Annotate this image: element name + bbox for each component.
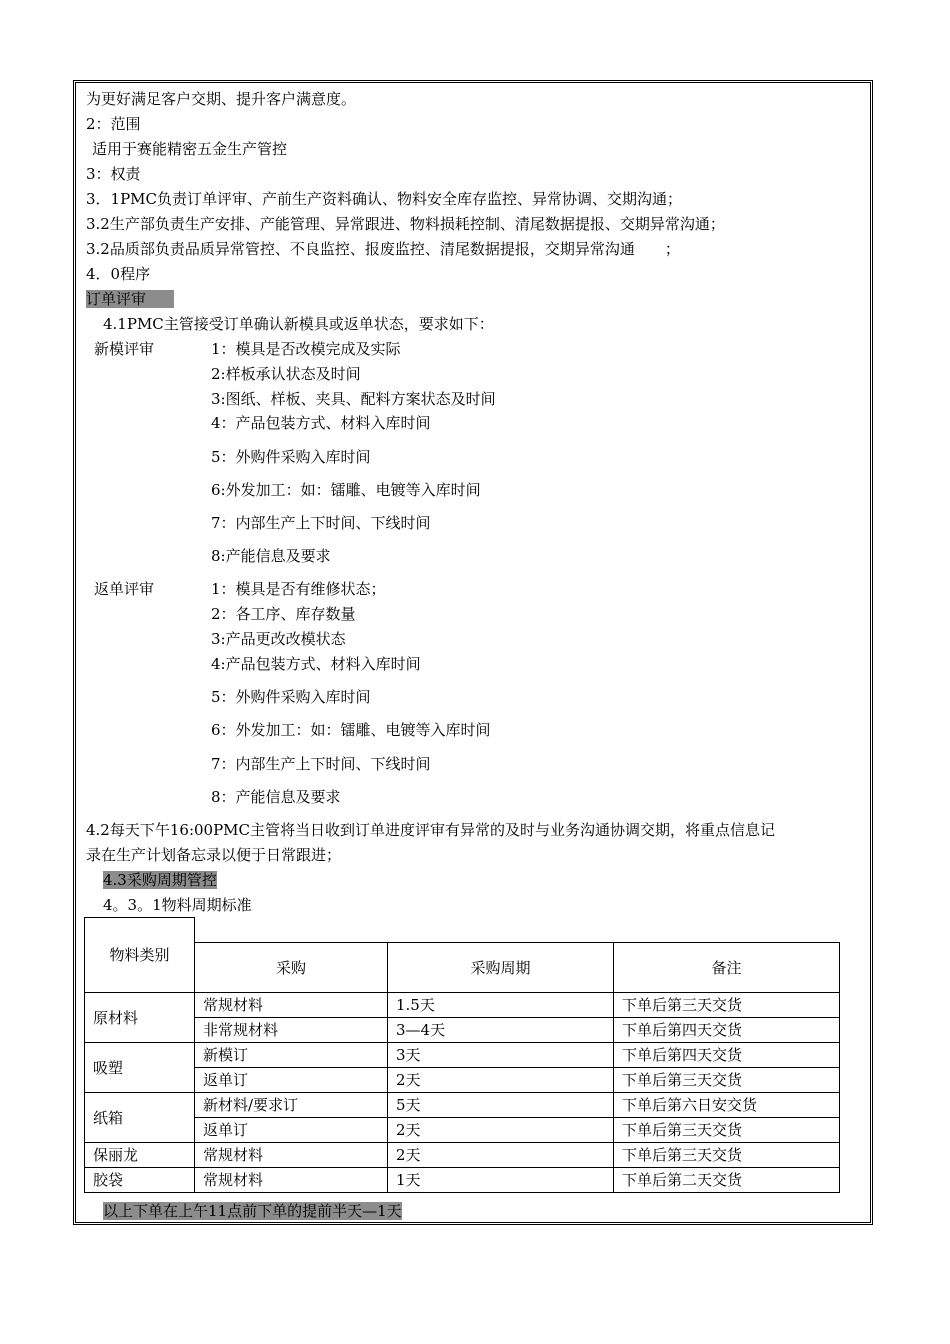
- remark-cell: 下单后第三天交货: [614, 1118, 840, 1143]
- new-mold-review-label: 新模评审: [94, 340, 155, 358]
- header-category: 物料类别: [85, 918, 195, 993]
- repeat-item-6: 6：外发加工：如：镭雕、电镀等入库时间: [211, 721, 491, 739]
- header-spacer: [195, 918, 840, 943]
- category-cell: 保丽龙: [85, 1143, 195, 1168]
- repeat-order-review-label: 返单评审: [94, 580, 155, 598]
- repeat-item-4: 4:产品包装方式、材料入库时间: [211, 655, 421, 673]
- purchase-cell: 常规材料: [195, 1143, 388, 1168]
- purchase-cell: 常规材料: [195, 993, 388, 1018]
- remark-cell: 下单后第四天交货: [614, 1018, 840, 1043]
- cycle-cell: 5天: [388, 1093, 614, 1118]
- new-mold-item-3: 3:图纸、样板、夹具、配料方案状态及时间: [211, 390, 496, 408]
- cycle-cell: 2天: [388, 1118, 614, 1143]
- order-review-heading: 订单评审: [86, 289, 174, 309]
- repeat-item-8: 8：产能信息及要求: [211, 788, 341, 806]
- new-mold-item-2: 2:样板承认状态及时间: [211, 365, 361, 383]
- purpose-text: 为更好满足客户交期、提升客户满意度。: [86, 90, 357, 108]
- cycle-cell: 2天: [388, 1068, 614, 1093]
- new-mold-item-4: 4：产品包装方式、材料入库时间: [211, 414, 431, 432]
- table-row: [85, 1068, 840, 1093]
- scope-text: 适用于赛能精密五金生产管控: [92, 140, 288, 158]
- table-row: [85, 1018, 840, 1043]
- table-row: [85, 1118, 840, 1143]
- category-cell: 胶袋: [85, 1168, 195, 1193]
- responsibility-heading: 3：权责: [86, 165, 141, 183]
- new-mold-item-1: 1：模具是否改模完成及实际: [211, 340, 401, 358]
- new-mold-item-8: 8:产能信息及要求: [211, 547, 331, 565]
- cycle-cell: 1.5天: [388, 993, 614, 1018]
- section-4-2-line-1: 4.2每天下午16:00PMC主管将当日收到订单进度评审有异常的及时与业务沟通协调交期，将重点信息记: [86, 821, 776, 839]
- repeat-item-5: 5：外购件采购入库时间: [211, 688, 371, 706]
- section-4-2-line-2: 录在生产计划备忘录以便于日常跟进；: [86, 846, 342, 864]
- remark-cell: 下单后第二天交货: [614, 1168, 840, 1193]
- header-cycle: 采购周期: [388, 943, 614, 993]
- cycle-cell: 1天: [388, 1168, 614, 1193]
- repeat-item-1: 1：模具是否有维修状态；: [211, 580, 386, 598]
- category-cell: 原材料: [85, 993, 195, 1043]
- procedure-heading: 4．0程序: [86, 265, 151, 283]
- repeat-item-2: 2：各工序、库存数量: [211, 605, 356, 623]
- remark-cell: 下单后第三天交货: [614, 1068, 840, 1093]
- responsibility-pmc: 3．1PMC负责订单评审、产前生产资料确认、物料安全库存监控、异常协调、交期沟通；: [86, 190, 683, 208]
- table-footnote: 以上下单在上午11点前下单的提前半天—1天: [103, 1202, 402, 1220]
- cycle-cell: 3—4天: [388, 1018, 614, 1043]
- cycle-cell: 2天: [388, 1143, 614, 1168]
- new-mold-item-5: 5：外购件采购入库时间: [211, 448, 371, 466]
- table-row: [85, 1168, 840, 1193]
- purchase-cell: 非常规材料: [195, 1018, 388, 1043]
- table-row: [85, 1043, 840, 1068]
- remark-cell: 下单后第三天交货: [614, 1143, 840, 1168]
- responsibility-quality: 3.2品质部负责品质异常管控、不良监控、报废监控、清尾数据提报，交期异常沟通 ；: [86, 240, 680, 258]
- purchase-cell: 返单订: [195, 1068, 388, 1093]
- repeat-item-3: 3:产品更改改模状态: [211, 630, 346, 648]
- category-cell: 纸箱: [85, 1093, 195, 1143]
- remark-cell: 下单后第四天交货: [614, 1043, 840, 1068]
- table-row: [85, 1093, 840, 1118]
- table-row: [85, 1143, 840, 1168]
- material-cycle-table: [84, 917, 840, 1193]
- pmc-review-intro: 4.1PMC主管接受订单确认新模具或返单状态，要求如下：: [103, 315, 494, 333]
- category-cell: 吸塑: [85, 1043, 195, 1093]
- responsibility-production: 3.2生产部负责生产安排、产能管理、异常跟进、物料损耗控制、清尾数据提报、交期异常沟通；: [86, 215, 725, 233]
- new-mold-item-7: 7：内部生产上下时间、下线时间: [211, 514, 431, 532]
- purchase-cell: 新模订: [195, 1043, 388, 1068]
- repeat-item-7: 7：内部生产上下时间、下线时间: [211, 755, 431, 773]
- scope-heading: 2：范围: [86, 115, 141, 133]
- remark-cell: 下单后第三天交货: [614, 993, 840, 1018]
- header-purchase: 采购: [195, 943, 388, 993]
- purchase-cell: 新材料/要求订: [195, 1093, 388, 1118]
- section-4-3-heading: 4.3采购周期管控: [103, 871, 217, 889]
- table-row: [85, 993, 840, 1018]
- new-mold-item-6: 6:外发加工：如：镭雕、电镀等入库时间: [211, 481, 481, 499]
- remark-cell: 下单后第六日安交货: [614, 1093, 840, 1118]
- purchase-cell: 常规材料: [195, 1168, 388, 1193]
- header-remark: 备注: [614, 943, 840, 993]
- section-4-3-1-heading: 4。3。1物料周期标准: [103, 896, 252, 914]
- cycle-cell: 3天: [388, 1043, 614, 1068]
- purchase-cell: 返单订: [195, 1118, 388, 1143]
